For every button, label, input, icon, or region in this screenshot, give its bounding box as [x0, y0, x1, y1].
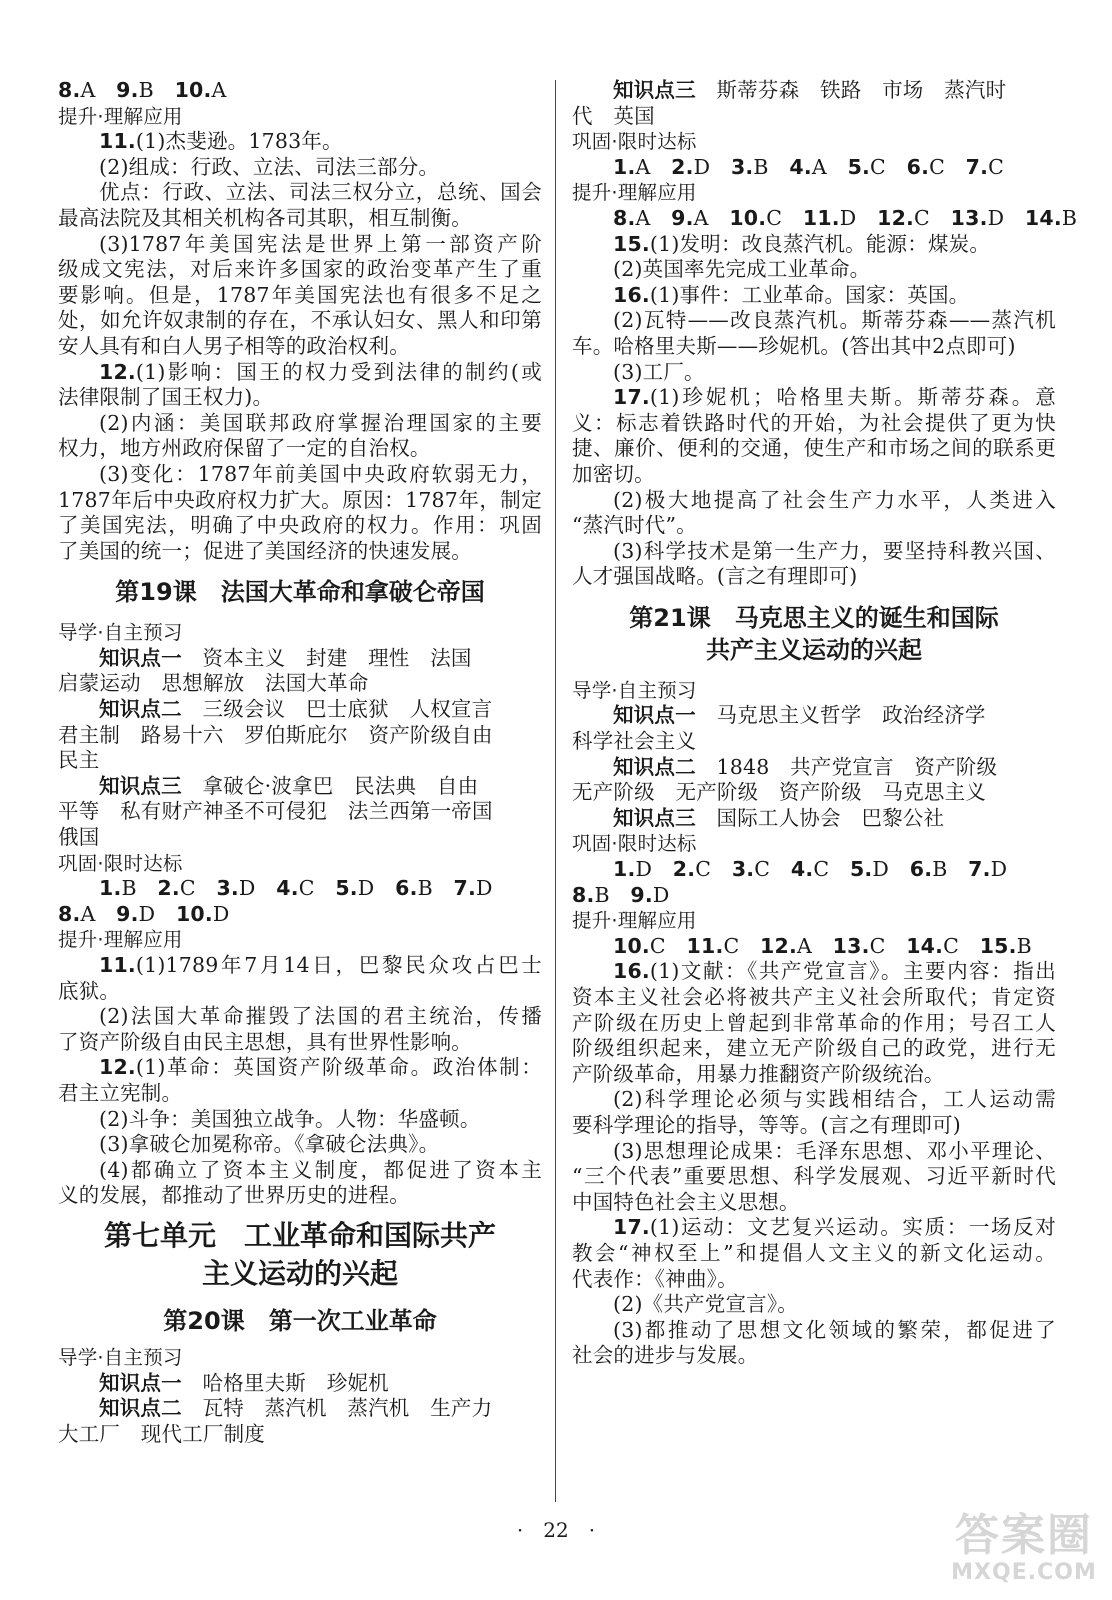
line-text: 拿破仑·波拿巴 民法典 自由 [181, 773, 479, 798]
knowledge-point-label: 知识点二 [99, 1396, 182, 1421]
text-line [572, 703, 1056, 729]
line-text: B [594, 882, 631, 907]
text-line: (2)斗争：美国独立战争。人物：华盛顿。 [99, 1106, 481, 1131]
question-number: 17. [613, 1215, 650, 1240]
text-line [572, 883, 1056, 909]
question-number: 8. [58, 901, 81, 926]
text-line: (3)工厂。 [613, 359, 705, 384]
line-text: C [988, 154, 1004, 179]
knowledge-point-label: 知识点一 [613, 703, 696, 728]
line-text: C [754, 857, 791, 882]
question-number: 16. [613, 282, 650, 307]
text-line: (3)1787年美国宪法是世界上第一部资产阶 [99, 231, 542, 256]
text-line: 君主制 路易十六 罗伯斯庇尔 资产阶级自由 [58, 722, 493, 747]
line-text: A [80, 901, 117, 926]
question-number: 8. [58, 78, 81, 102]
question-number: 3. [731, 857, 755, 882]
line-text: D [212, 901, 230, 926]
left-column [58, 78, 542, 1447]
text-line: 无产阶级 无产阶级 资产阶级 马克思主义 [572, 780, 986, 805]
question-number: 5. [335, 876, 358, 901]
spacer [572, 590, 1056, 602]
line-text: C [870, 154, 907, 179]
text-line: 车。哈格里夫斯——珍妮机。(答出其中2点即可) [572, 333, 1016, 358]
watermark-url: MXQE.COM [951, 1560, 1097, 1585]
section-label: 巩固·限时达标 [572, 832, 697, 856]
text-line [572, 857, 1056, 883]
question-number: 9. [116, 901, 139, 926]
line-text: 瓦特 蒸汽机 蒸汽机 生产力 [181, 1396, 493, 1421]
right-column [572, 78, 1078, 1369]
text-line: 大工厂 现代工厂制度 [58, 1421, 265, 1446]
question-number: 11. [802, 205, 840, 230]
line-text: 三级会议 巴士底狱 人权宣言 [181, 697, 493, 722]
text-line [58, 953, 542, 979]
text-line: 俄国 [58, 825, 100, 850]
line-text: B [1016, 933, 1032, 958]
question-number: 9. [630, 882, 653, 907]
text-line: (3)思想理论成果：毛泽东思想、邓小平理论、 [613, 1138, 1056, 1163]
text-line [58, 1055, 542, 1081]
line-text: B [121, 876, 158, 901]
line-text: C [914, 205, 951, 230]
lesson-title: 第21课 马克思主义的诞生和国际 [629, 603, 999, 632]
line-text: D [987, 205, 1025, 230]
question-number: 7. [965, 154, 989, 179]
line-text: D [138, 901, 176, 926]
text-line [58, 697, 542, 723]
line-text: A [80, 78, 117, 102]
question-number: 11. [686, 933, 724, 958]
question-number: 5. [849, 857, 873, 882]
line-text: 1848 共产党宣言 资产阶级 [695, 754, 998, 779]
question-number: 14. [1024, 205, 1062, 230]
text-line: 社会的进步与发展。 [572, 1343, 759, 1368]
line-text: A [211, 78, 227, 102]
line-text: D [990, 857, 1008, 882]
text-line: 科学社会主义 [572, 729, 697, 754]
line-text: C [695, 857, 732, 882]
question-number: 12. [99, 1055, 136, 1080]
text-line: (4)都确立了资本主义制度，都促进了资本主 [99, 1157, 542, 1182]
text-line [572, 1215, 1056, 1241]
text-line: (2)极大地提高了社会生产力水平，人类进入 [613, 487, 1056, 512]
text-line: “三个代表”重要思想、科学发展观、习近平新时代 [572, 1164, 1056, 1189]
question-number: 9. [671, 205, 694, 230]
text-line [58, 1371, 542, 1397]
watermark-logo [948, 1512, 1100, 1592]
question-number: 12. [877, 205, 915, 230]
text-line: 处，如允许奴隶制的存在，不承认妇女、黑人和印第 [58, 308, 542, 333]
section-label: 导学·自主预习 [58, 1345, 183, 1369]
question-number: 6. [395, 876, 418, 901]
text-line [58, 876, 542, 902]
line-text: D [635, 857, 673, 882]
text-line: 中国特色社会主义思想。 [572, 1189, 800, 1214]
text-line: (2)组成：行政、立法、司法三部分。 [99, 154, 440, 179]
text-line [58, 360, 542, 386]
text-line [572, 806, 1056, 832]
line-text: B [138, 78, 175, 102]
question-number: 1. [613, 154, 636, 179]
line-text: C [298, 876, 336, 901]
question-number: 1. [613, 857, 636, 882]
text-line [58, 902, 542, 928]
text-line: (2)《共产党宣言》。 [613, 1292, 798, 1317]
section-label: 导学·自主预习 [58, 621, 183, 645]
lesson-title: 第20课 第一次工业革命 [163, 1306, 437, 1335]
text-line: (2)瓦特——改良蒸汽机。斯蒂芬森——蒸汽机 [613, 308, 1056, 333]
text-line: 人才强国战略。(言之有理即可) [572, 564, 858, 589]
question-number: 12. [760, 933, 797, 958]
line-text: D [693, 154, 731, 179]
line-text: B [1061, 205, 1078, 230]
spacer [58, 564, 542, 576]
unit-title: 主义运动的兴起 [201, 1256, 398, 1290]
question-number: 17. [613, 385, 650, 410]
question-number: 14. [906, 933, 944, 958]
text-line: (3)变化：1787年前美国中央政府软弱无力， [99, 461, 542, 486]
line-text: A [811, 154, 848, 179]
question-number: 4. [276, 876, 299, 901]
line-text: (1)珍妮机；哈格里夫斯。斯蒂芬森。意 [649, 385, 1056, 410]
text-line: 安人具有和白人男子相等的政治权利。 [58, 333, 410, 358]
text-line: 资本主义社会必将被共产主义社会所取代；肯定资 [572, 985, 1056, 1009]
text-line [572, 205, 1078, 232]
line-text: (1)事件：工业革命。国家：英国。 [649, 282, 970, 307]
question-number: 11. [99, 129, 136, 154]
text-line [572, 232, 1056, 258]
line-text: (1)运动：文艺复兴运动。实质：一场反对 [649, 1215, 1056, 1240]
text-line: 最高法院及其相关机构各司其职，相互制衡。 [58, 205, 472, 230]
question-number: 12. [99, 359, 136, 384]
line-text: C [943, 933, 980, 958]
spacer [58, 1293, 542, 1305]
text-line: 权力，地方州政府保留了一定的自治权。 [58, 436, 431, 461]
line-text: C [649, 933, 687, 958]
question-number: 2. [157, 876, 180, 901]
question-number: 15. [613, 231, 650, 256]
line-text: B [417, 876, 454, 901]
text-line: (3)拿破仑加冕称帝。《拿破仑法典》。 [99, 1132, 440, 1157]
section-label: 提升·理解应用 [58, 928, 183, 952]
text-line [572, 155, 1056, 181]
line-text: B [753, 154, 790, 179]
text-line: 平等 私有财产神圣不可侵犯 法兰西第一帝国 [58, 799, 493, 824]
text-line [572, 959, 1056, 985]
text-line: 1787年后中央政府权力扩大。原因：1787年，制定 [58, 487, 542, 512]
text-line [572, 78, 1056, 104]
section-label: 导学·自主预习 [572, 678, 697, 702]
knowledge-point-label: 知识点三 [99, 773, 182, 798]
text-line [58, 1396, 542, 1422]
line-text: (1)影响：国王的权力受到法律的制约(或 [135, 359, 542, 384]
line-text: A [635, 205, 672, 230]
line-text: D [475, 876, 493, 901]
text-line: 要影响。但是，1787年美国宪法也有很多不足之 [58, 282, 542, 307]
section-label: 提升·理解应用 [58, 104, 183, 128]
question-number: 10. [175, 901, 213, 926]
text-line: 底狱。 [58, 978, 121, 1003]
line-text: C [929, 154, 966, 179]
knowledge-point-label: 知识点二 [99, 697, 182, 722]
page-number: · 22 · [516, 1518, 596, 1542]
spacer [58, 1209, 542, 1217]
line-text: (1)发明：改良蒸汽机。能源：煤炭。 [649, 231, 991, 256]
question-number: 3. [216, 876, 239, 901]
question-number: 9. [116, 78, 139, 102]
question-number: 10. [729, 205, 767, 230]
text-line: (2)英国率先完成工业革命。 [613, 257, 871, 282]
question-number: 10. [174, 78, 212, 102]
text-line [58, 646, 542, 672]
knowledge-point-label: 知识点一 [99, 1370, 182, 1395]
line-text: C [813, 857, 850, 882]
text-line: 了资产阶级自由民主思想，具有世界性影响。 [58, 1029, 472, 1054]
question-number: 7. [968, 857, 991, 882]
text-line: 民主 [58, 748, 100, 773]
text-line: 代表作：《神曲》。 [572, 1266, 738, 1291]
text-line: 加密切。 [572, 461, 655, 486]
line-text: 资本主义 封建 理性 法国 [181, 645, 472, 670]
question-number: 8. [613, 205, 636, 230]
text-line: 阶级组织起来，建立无产阶级自己的政党，进行无 [572, 1036, 1056, 1061]
knowledge-point-label: 知识点一 [99, 645, 182, 670]
text-line: 教会“神权至上”和提倡人文主义的新文化运动。 [572, 1240, 1056, 1265]
text-line: (3)都推动了思想文化领域的繁荣，都促进了 [613, 1317, 1056, 1342]
question-number: 10. [613, 933, 650, 958]
spacer [58, 608, 542, 620]
line-text: C [766, 205, 803, 230]
line-text: D [872, 857, 910, 882]
text-line: 了美国宪法，明确了中央政府的权力。作用：巩固 [58, 513, 542, 538]
question-number: 2. [671, 154, 694, 179]
question-number: 13. [950, 205, 988, 230]
section-label: 巩固·限时达标 [58, 851, 183, 875]
spacer [572, 666, 1056, 678]
knowledge-point-label: 知识点三 [613, 78, 696, 102]
text-line: (3)科学技术是第一生产力，要坚持科教兴国、 [613, 538, 1056, 563]
text-line: 优点：行政、立法、司法三权分立，总统、国会 [99, 180, 542, 205]
text-line: 义：标志着铁路时代的开始，为社会提供了更为快 [572, 410, 1056, 435]
line-text: A [693, 205, 730, 230]
section-label: 提升·理解应用 [572, 909, 697, 933]
line-text: 斯蒂芬森 铁路 市场 蒸汽时 [695, 78, 1007, 102]
line-text: A [796, 933, 833, 958]
line-text: A [635, 154, 672, 179]
question-number: 13. [832, 933, 870, 958]
section-label: 巩固·限时达标 [572, 130, 697, 154]
text-line: 级成文宪法，对后来许多国家的政治变革产生了重 [58, 257, 542, 282]
question-number: 15. [979, 933, 1017, 958]
question-number: 4. [789, 154, 812, 179]
line-text: D [238, 876, 277, 901]
text-line [572, 385, 1056, 411]
question-number: 16. [613, 959, 650, 984]
line-text: C [179, 876, 217, 901]
question-number: 4. [790, 857, 814, 882]
lesson-title: 第19课 法国大革命和拿破仑帝国 [115, 578, 485, 607]
question-number: 1. [99, 876, 122, 901]
question-number: 3. [730, 154, 754, 179]
question-number: 6. [909, 857, 933, 882]
text-line: 义的发展，都推动了世界历史的进程。 [58, 1183, 410, 1208]
line-text: D [652, 882, 670, 907]
text-line: 产阶级在历史上曾起到非常革命的作用；号召工人 [572, 1010, 1056, 1035]
line-text: (1)革命：英国资产阶级革命。政治体制： [135, 1055, 542, 1080]
text-line [58, 774, 542, 800]
text-line [572, 755, 1056, 781]
text-line: (2)科学理论必须与实践相结合，工人运动需 [613, 1087, 1056, 1112]
text-line: (2)内涵：美国联邦政府掌握治理国家的主要 [99, 410, 542, 435]
question-number: 7. [453, 876, 476, 901]
text-line: 启蒙运动 思想解放 法国大革命 [58, 671, 369, 696]
text-line: “蒸汽时代”。 [572, 513, 697, 538]
line-text: (1)文献：《共产党宣言》。主要内容：指出 [649, 959, 1056, 984]
unit-title: 第七单元 工业革命和国际共产 [103, 1218, 496, 1252]
text-line: 君主立宪制。 [58, 1080, 183, 1105]
spacer [58, 1337, 542, 1345]
knowledge-point-label: 知识点三 [613, 805, 696, 830]
line-text: (1)杰斐逊。1783年。 [135, 129, 343, 154]
line-text: B [932, 857, 969, 882]
text-line: 产阶级革命，用暴力推翻资产阶级统治。 [572, 1061, 945, 1086]
text-line [58, 129, 542, 155]
line-text: (1)1789年7月14日，巴黎民众攻占巴士 [135, 953, 542, 977]
section-label: 提升·理解应用 [572, 181, 697, 205]
watermark-logo-text: 答案圈 [955, 1510, 1093, 1561]
text-line: 法律限制了国王权力)。 [58, 385, 274, 410]
text-line: 了美国的统一；促进了美国经济的快速发展。 [58, 538, 472, 563]
text-line: 要科学理论的指导，等等。(言之有理即可) [572, 1112, 961, 1137]
line-text: 国际工人协会 巴黎公社 [695, 805, 945, 830]
text-line: 代 英国 [572, 103, 655, 128]
lesson-title: 共产主义运动的兴起 [706, 635, 922, 664]
line-text: D [357, 876, 396, 901]
text-line: (2)法国大革命摧毁了法国的君主统治，传播 [99, 1004, 542, 1029]
line-text: 哈格里夫斯 珍妮机 [181, 1370, 389, 1395]
knowledge-point-label: 知识点二 [613, 754, 696, 779]
line-text: C [723, 933, 761, 958]
line-text: C [869, 933, 907, 958]
text-line [572, 283, 1056, 309]
question-number: 2. [672, 857, 696, 882]
column-divider [555, 80, 556, 1502]
question-number: 6. [906, 154, 930, 179]
text-line [58, 78, 542, 104]
text-line [572, 934, 1056, 960]
text-line: 捷、廉价、便利的交通，使生产和市场之间的联系更 [572, 436, 1056, 461]
question-number: 5. [847, 154, 871, 179]
line-text: 马克思主义哲学 政治经济学 [695, 703, 986, 728]
question-number: 8. [572, 882, 595, 907]
question-number: 11. [99, 953, 136, 977]
line-text: D [839, 205, 878, 230]
